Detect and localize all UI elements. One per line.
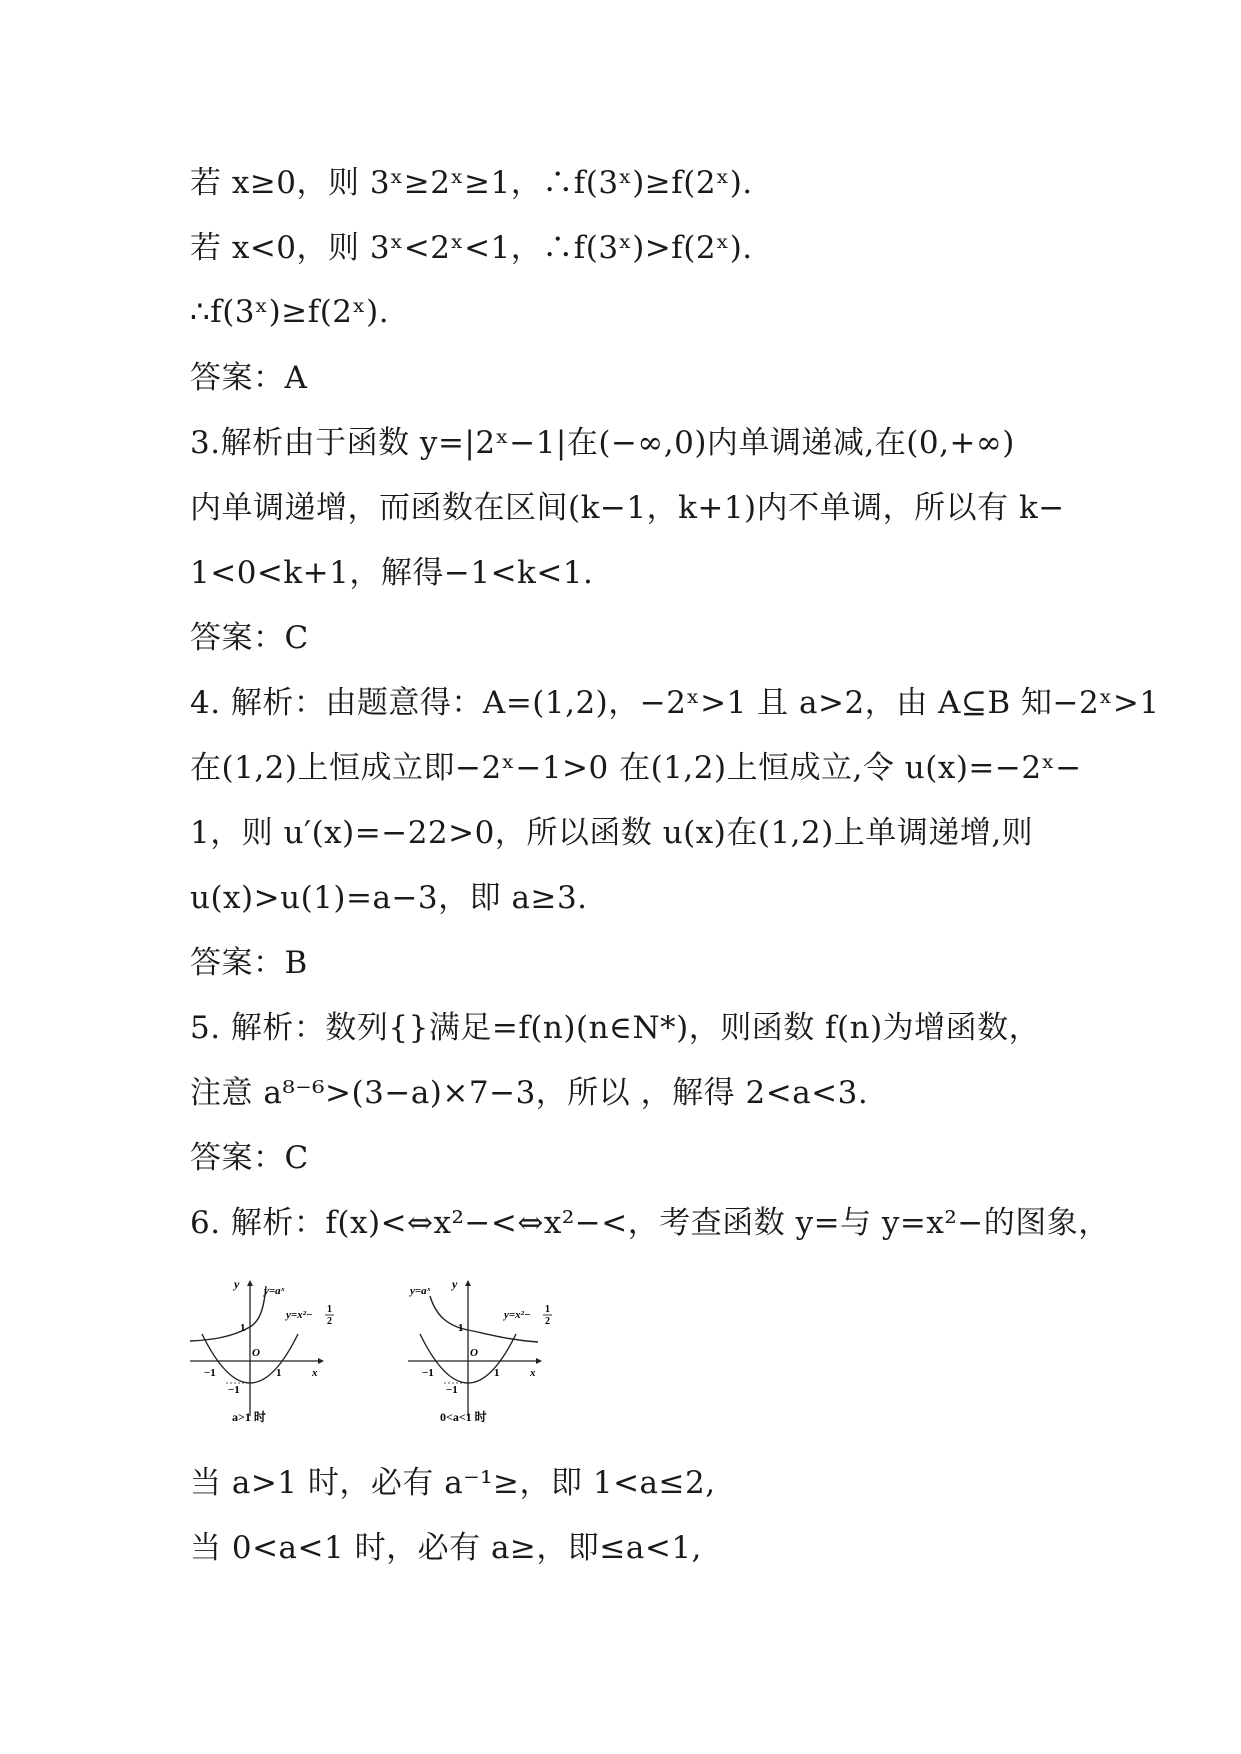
y-axis-arrow (247, 1280, 253, 1286)
solution-6-line-1: 6. 解析：f(x)<⇔x²−<⇔x²−<，考查函数 y=与 y=x²−的图象， (190, 1205, 1110, 1241)
y-axis-arrow (465, 1280, 471, 1286)
frac-num: 1 (327, 1304, 332, 1315)
tick-1-x: 1 (276, 1367, 282, 1379)
tick-1-y: 1 (240, 1322, 246, 1334)
parabola-label: y=x²− (286, 1309, 313, 1321)
solution-3-line-3: 1<0<k+1，解得−1<k<1. (190, 555, 594, 591)
exp-curve (190, 1286, 266, 1341)
figure-caption: a>1 时 (232, 1410, 266, 1424)
text-line-1: 若 x≥0，则 3ˣ≥2ˣ≥1，∴f(3ˣ)≥f(2ˣ). (190, 165, 753, 201)
tick-neg1-y: −1 (446, 1384, 458, 1396)
tick-1-y: 1 (458, 1322, 464, 1334)
answer-line-5: 答案：C (190, 1140, 309, 1176)
y-axis-label: y (452, 1277, 458, 1291)
frac-den: 2 (327, 1316, 332, 1327)
solution-4-line-2: 在(1,2)上恒成立即−2ˣ−1>0 在(1,2)上恒成立,令 u(x)=−2ˣ− (190, 750, 1082, 786)
figure-a-greater-1 (190, 1266, 350, 1430)
text-line-3: ∴f(3ˣ)≥f(2ˣ). (190, 294, 390, 330)
solution-5-line-2: 注意 a⁸⁻⁶>(3−a)×7−3，所以 ，解得 2<a<3. (190, 1075, 869, 1111)
x-axis-label: x (312, 1367, 318, 1379)
tick-neg1-x: −1 (204, 1367, 216, 1379)
answer-line-2: 答案：A (190, 360, 308, 396)
x-axis-arrow (536, 1358, 542, 1364)
y-axis-label: y (234, 1277, 240, 1291)
answer-line-4: 答案：B (190, 945, 308, 981)
tick-neg1-y: −1 (228, 1384, 240, 1396)
solution-4-line-3: 1，则 u′(x)=−22>0，所以函数 u(x)在(1,2)上单调递增,则 (190, 815, 1034, 851)
solution-5-line-1: 5. 解析：数列{}满足=f(n)(n∈N*)，则函数 f(n)为增函数， (190, 1010, 1041, 1046)
origin-label: O (252, 1347, 260, 1359)
x-axis-label: x (530, 1367, 536, 1379)
figure-a-between-0-1 (408, 1266, 568, 1430)
frac-num: 1 (545, 1304, 550, 1315)
tick-neg1-x: −1 (422, 1367, 434, 1379)
solution-4-line-1: 4. 解析：由题意得：A=(1,2)，−2ˣ>1 且 a>2，由 A⊆B 知−2ˣ>1 (190, 685, 1160, 721)
x-axis-arrow (318, 1358, 324, 1364)
solution-3-line-2: 内单调递增，而函数在区间(k−1，k+1)内不单调，所以有 k− (190, 490, 1065, 526)
solution-4-line-4: u(x)>u(1)=a−3，即 a≥3. (190, 880, 588, 916)
answer-line-3: 答案：C (190, 620, 309, 656)
origin-label: O (470, 1347, 478, 1359)
exp-label: y=aˣ (410, 1285, 431, 1297)
tick-1-x: 1 (494, 1367, 500, 1379)
parabola-label: y=x²− (504, 1309, 531, 1321)
text-line-2: 若 x<0，则 3ˣ<2ˣ<1，∴f(3ˣ)>f(2ˣ). (190, 230, 753, 266)
solution-6-line-3: 当 0<a<1 时，必有 a≥，即≤a<1, (190, 1530, 702, 1566)
exp-label: y=aˣ (264, 1285, 285, 1297)
frac-den: 2 (545, 1316, 550, 1327)
solution-6-line-2: 当 a>1 时，必有 a⁻¹≥，即 1<a≤2, (190, 1465, 716, 1501)
solution-3-line-1: 3.解析由于函数 y=|2ˣ−1|在(−∞,0)内单调递减,在(0,+∞) (190, 425, 1015, 461)
figure-caption: 0<a<1 时 (440, 1410, 487, 1424)
